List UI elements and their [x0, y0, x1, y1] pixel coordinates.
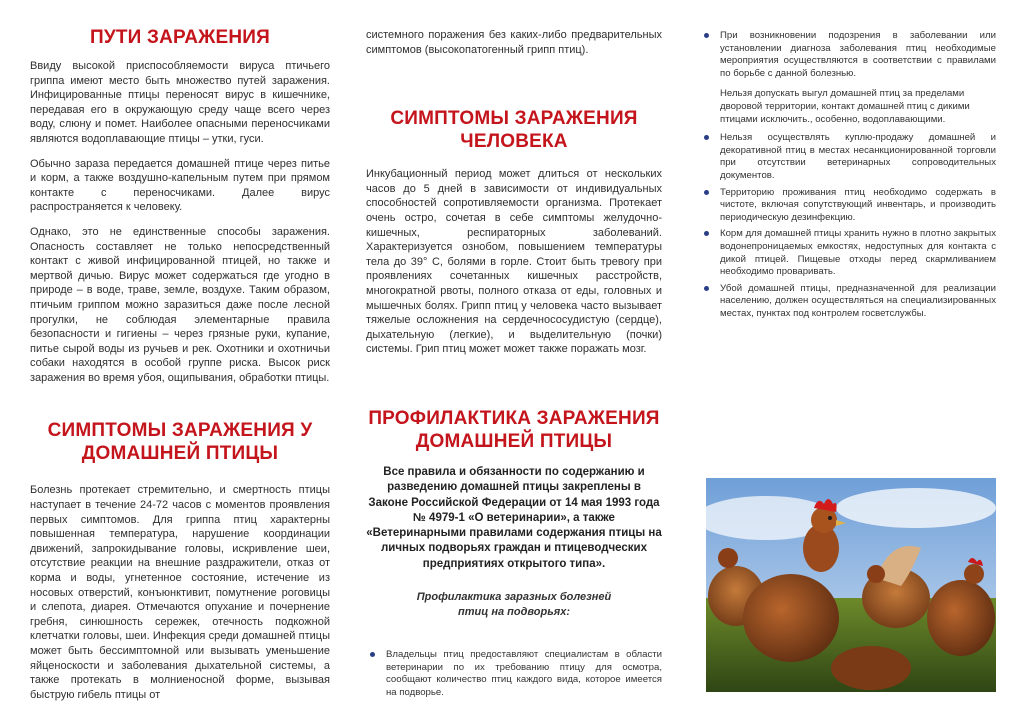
note-text: Нельзя допускать выгул домашней птиц за пределами дворовой территории, контакт домашней птиц с дикими птицами исключить., особенно, водоплавающими. [720, 88, 970, 125]
bullet-icon [704, 231, 709, 236]
paragraph: Инкубационный период может длиться от нескольких часов до 5 дней в зависимости от индивидуальных способностей сопротивляемости организма. Протекает очень остро, сочетая в себе симптомы желудочно-кишечных, респираторных заболеваний. Характеризуется ознобом, повышением температуры тела до 39° С, болями в горле. Стоит быть тревогу при проявлениях сочетанных кишечных расстройств, многократной рвоты, полного отказа от еды, головных и мышечных болях. Грипп птиц у человека часто вызывает тяжелые осложнения на сердечнососудистую (сердце), дыхательную (легкие), и выделительную (почки) системы. Грип птиц может может также поражать мозг. [366, 168, 662, 356]
bullet-icon [370, 652, 375, 657]
paragraph: Обычно зараза передается домашней птице через питье и корм, а также воздушно-капельным путем при прямом контакте с переносчиками. Далее вирус распространяется к человеку. [30, 157, 330, 214]
list-item [700, 228, 996, 278]
section-title-bird-symptoms: СИМПТОМЫ ЗАРАЖЕНИЯ У ДОМАШНЕЙ ПТИЦЫ [47, 420, 313, 465]
bullet-icon [704, 33, 709, 38]
bullet-icon [704, 135, 709, 140]
hen [831, 646, 911, 690]
hen-head [964, 564, 984, 584]
hen-eye [828, 516, 832, 520]
column-middle [366, 0, 662, 728]
paragraph: Болезнь протекает стремительно, и смертность птицы наступает в течение 24-72 часов с моментов проявления первых симптомов. Для гриппа птиц характерны повышенная температура, нарушение координации движений, запрокидывание головы, искривление шеи, отсутствие реакции на внешние раздражители, отказ от корма и воды, угнетенное состояние, истечение из носовых отверстий, конъюнктивит, помутнение роговицы и слепота, диарея. Отмечаются опухание и почернение гребня, синюшность сережек, отечность подкожной клетчатки головы, шеи. Инфекция среди домашней птицы может быть бессимптомной или вызывать уменьшение яйценоскости и заболевания дыхательной системы, а также протекать в молниеносной форме, вызывая быструю гибель птицы от [30, 484, 330, 701]
hen-head [718, 548, 738, 568]
prevention-subtitle-block [366, 590, 662, 619]
paragraph: Ввиду высокой приспособляемости вируса птичьего гриппа имеют место быть множество путей заражения. Инфицированные птицы переносят вирус в кишечнике, передавая его в окружающую среду чаще всего через воду, слюну и помет. Наиболее опасными переносчиками являются водоплавающие птицы – утки, гуси. [30, 60, 330, 145]
section-title-prevention: ПРОФИЛАКТИКА ЗАРАЖЕНИЯ ДОМАШНЕЙ ПТИЦЫ [368, 407, 660, 452]
hen [743, 574, 839, 662]
hens-photo [706, 478, 996, 692]
hen-head [867, 565, 885, 583]
section-title-human-symptoms: СИМПТОМЫ ЗАРАЖЕНИЯ ЧЕЛОВЕКА [390, 108, 638, 153]
bullet-icon [704, 286, 709, 291]
hen [927, 580, 995, 656]
list-item [700, 132, 996, 182]
list-item-text: При возникновении подозрения в заболевании или установлении диагноза заболевания птиц необходимые мероприятия осуществляются в соответствии с правилами по борьбе с данной болезнью. [720, 30, 996, 79]
list-item-text: Владельцы птиц предоставляют специалистам в области ветеринарии по их требованию птицу для осмотра, сообщают количество птиц каждого вида, которое имеется на подворье. [386, 649, 662, 698]
prevention-subtitle: Профилактика заразных болезней птиц на подворьях: [416, 590, 612, 618]
cloud [836, 488, 996, 528]
law-reference-text: Все правила и обязанности по содержанию и разведению домашней птицы закреплены в Законе Российской Федерации от 14 мая 1993 года № 4979-1 «О ветеринарии», а также «Ветеринарными правилами содержания птицы на личных подворьях граждан и птицеводческих предприятиях открытого типа». [366, 465, 662, 570]
list-item [700, 283, 996, 321]
rules-list-continued [700, 132, 996, 320]
prevention-list [366, 649, 662, 699]
law-reference-block [366, 465, 662, 572]
paragraph: Однако, это не единственные способы заражения. Опасность составляет не только непосредственный контакт с живой инфицированной птицей, но также и мертвой дичью. Вирус может содержаться где угодно в природе – в воде, траве, земле, воздухе. Таким образом, птичьим гриппом можно заразиться даже после лесной прогулки, не соблюдая элементарные правила безопасности и гигиены – через грязные руки, купание, питье сырой воды из ручьев и рек. Охотники и охотничьи собаки находятся в особой группе риска. Высок риск заражения во время убоя, ощипывания, обработки птицы. [30, 225, 330, 384]
list-item-text: Корм для домашней птицы хранить нужно в плотно закрытых водонепроницаемых емкостях, недоступных для контакта с дикой птицей. Пищевые отходы перед скармливанием необходимо проваривать. [720, 228, 996, 278]
list-item [700, 187, 996, 225]
column-left [30, 0, 330, 728]
paragraph: системного поражения без каких-либо предварительных симптомов (высокопатогенный грипп птиц). [366, 29, 662, 56]
list-item-text: Нельзя осуществлять куплю-продажу домашней и декоративной птиц в местах несанкционированной торговли при отсутствии ветеринарных сопроводительных документов. [720, 132, 996, 181]
list-item-text: Территорию проживания птиц необходимо содержать в чистоте, включая сопутствующий инвентарь, и производить периодическую дезинфекцию. [720, 186, 996, 223]
bullet-icon [704, 190, 709, 195]
list-item [700, 30, 996, 80]
rules-list [700, 30, 996, 80]
section-title-infection-ways: ПУТИ ЗАРАЖЕНИЯ [89, 27, 271, 48]
list-item [366, 649, 662, 699]
list-item-text: Убой домашней птицы, предназначенной для реализации населению, должен осуществляться на специализированных местах, пунктах под контролем госветслужбы. [720, 282, 996, 319]
